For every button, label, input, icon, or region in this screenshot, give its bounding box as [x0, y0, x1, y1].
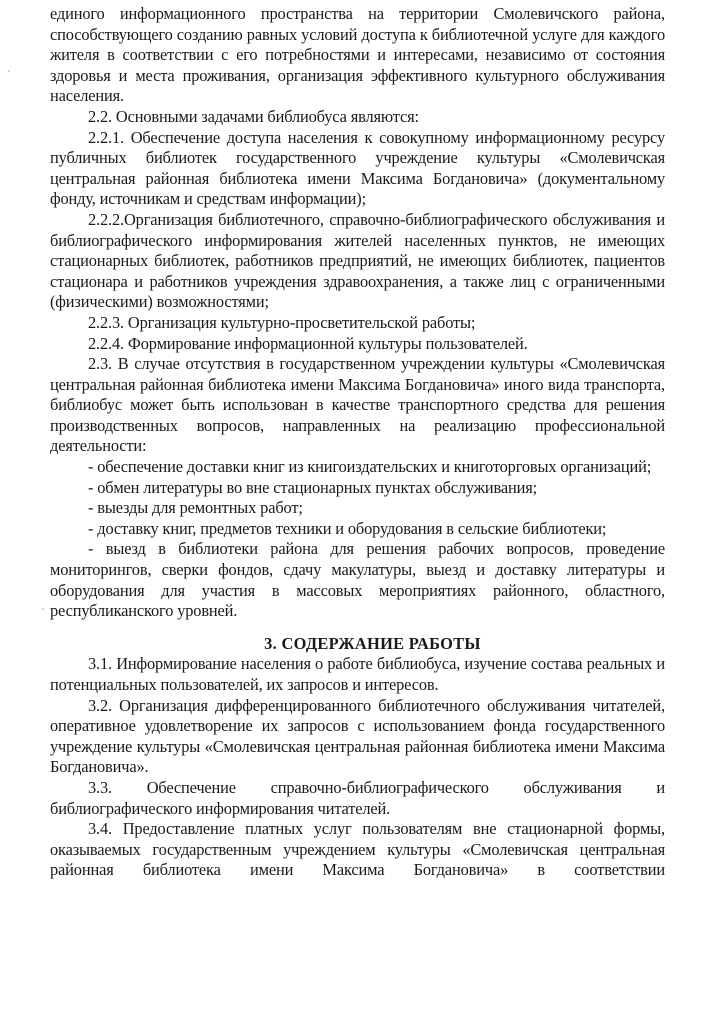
paragraph-2-2: 2.2. Основными задачами библиобуса являются:	[88, 106, 419, 126]
paragraph-3-4: 3.4. Предоставление платных услуг пользователям вне стационарной формы, оказываемых государственным учреждением культуры «Смолевичская центральная районная библиотека имени Максима Богдановича» в соответствии	[50, 819, 665, 880]
list-item-delivery: - обеспечение доставки книг из книгоиздательских и книготорговых организаций;	[88, 457, 652, 477]
paragraph-2-2-1: 2.2.1. Обеспечение доступа населения к совокупному информационному ресурсу публичных библиотек государственного учреждение культуры «Смолевичская центральная районная библиотека имени Максима Богдановича» (документальному фонду, источникам и средствам информации);	[50, 127, 665, 209]
section-3-heading: 3. СОДЕРЖАНИЕ РАБОТЫ	[264, 633, 481, 653]
scan-speck	[8, 70, 10, 72]
list-item-trips: - выезд в библиотеки района для решения рабочих вопросов, проведение мониторингов, сверки фондов, сдачу макулатуры, выезд и доставку литературы и оборудования для участия в массовых мероприятиях районного, областного, республиканского уровней.	[50, 539, 665, 621]
paragraph-2-3: 2.3. В случае отсутствия в государственном учреждении культуры «Смолевичская центральная районная библиотека имени Максима Богдановича» иного вида транспорта, библиобус может быть использован в качестве транспортного средства для решения производственных вопросов, направленных на реализацию профессиональной деятельности:	[50, 354, 665, 456]
paragraph-2-2-2: 2.2.2.Организация библиотечного, справочно-библиографического обслуживания и библиографического информирования жителей населенных пунктов, не имеющих стационарных библиотек, работников предприятий, не имеющих библиотек, пациентов стационара и работников учреждения здравоохранения, а также лиц с ограниченными (физическими) возможностями;	[50, 209, 665, 312]
paragraph-3-2: 3.2. Организация дифференцированного библиотечного обслуживания читателей, оперативное удовлетворение их запросов с использованием фонда государственного учреждение культуры «Смолевичская центральная районная библиотека имени Максима Богдановича».	[50, 695, 665, 777]
list-item-exchange: - обмен литературы во вне стационарных пунктах обслуживания;	[88, 477, 538, 497]
list-item-equipment: - доставку книг, предметов техники и оборудования в сельские библиотеки;	[88, 518, 607, 538]
intro-paragraph: единого информационного пространства на территории Смолевичского района, способствующего созданию равных условий доступа к библиотечной услуге для каждого жителя в соответствии с его потребностями и интересами, независимо от состояния здоровья и места проживания, организация эффективного культурного обслуживания населения.	[50, 4, 665, 106]
paragraph-3-1: 3.1. Информирование населения о работе библиобуса, изучение состава реальных и потенциальных пользователей, их запросов и интересов.	[50, 654, 665, 694]
paragraph-2-2-3: 2.2.3. Организация культурно-просветительской работы;	[88, 312, 476, 332]
paragraph-3-3: 3.3. Обеспечение справочно-библиографического обслуживания и библиографического информирования читателей.	[50, 777, 665, 818]
list-item-repair: - выезды для ремонтных работ;	[88, 498, 303, 518]
paragraph-2-2-4: 2.2.4. Формирование информационной культуры пользователей.	[88, 333, 528, 353]
scan-speck	[42, 608, 44, 610]
document-page	[50, 4, 665, 881]
